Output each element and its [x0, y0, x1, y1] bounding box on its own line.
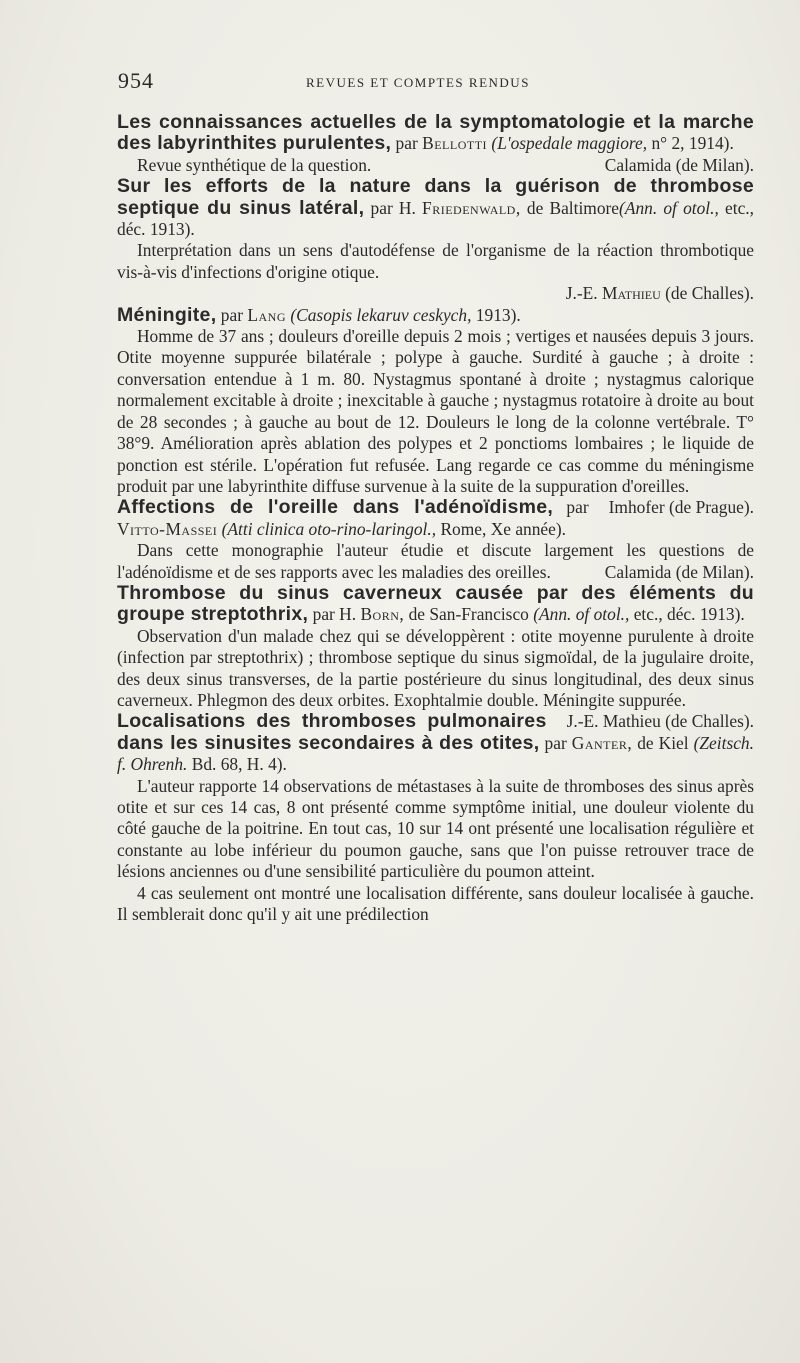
article-citation: Bd. 68, H. 4). [191, 754, 287, 775]
article-title: Affections de l'oreille dans l'adénoïdisme, [117, 496, 554, 519]
article-author: Bellotti [422, 133, 488, 154]
article-body [117, 112, 754, 925]
article-by: par [544, 732, 567, 753]
paragraph-text: Revue synthétique de la question. [137, 154, 372, 175]
article-by: par H. [312, 604, 357, 625]
article-citation: etc., déc. 1913). [117, 197, 754, 240]
article-citation-pre: de Kiel [637, 732, 689, 753]
signature-place: (de Milan). [675, 561, 754, 582]
article-citation: etc., déc. 1913). [633, 604, 745, 625]
article-by: par [220, 304, 243, 325]
paragraph-text: Dans cette monographie l'auteur étudie et discute largement les questions de l'adénoïdisme et de ses rapports avec les maladies des oreilles. [117, 540, 754, 582]
article-entry [117, 305, 754, 326]
article-signature [547, 711, 754, 732]
article-citation-pre: de Baltimore [526, 197, 620, 218]
signature-place: (de Milan). [675, 154, 754, 175]
signature-name: Imhofer [608, 497, 665, 518]
page-number: 954 [118, 68, 154, 93]
article-title: Les connaissances actuelles de la symptomatologie et la marche des labyrinthites purulentes, [117, 111, 754, 155]
article-journal: (Ann. of otol., [533, 604, 630, 625]
article-author: Born, [360, 604, 405, 625]
page-header [118, 68, 753, 98]
article-entry [117, 112, 754, 155]
article-by: par [395, 133, 418, 154]
article-journal: (Atti clinica oto-rino-laringol., [221, 518, 437, 539]
article-paragraph: Interprétation dans un sens d'autodéfense de l'organisme de la réaction thrombotique vis-à-vis d'infections d'origine otique. [117, 240, 754, 282]
article-author: Lang [247, 304, 286, 325]
article-journal: (Ann. of otol., [619, 197, 719, 218]
article-journal: (Casopis lekaruv ceskych, [290, 304, 472, 325]
article-citation: 1913). [475, 304, 521, 325]
article-journal: (L'ospedale maggiore, [491, 133, 648, 154]
article-paragraph: 4 cas seulement ont montré une localisation différente, sans douleur localisée à gauche. Il semblerait donc qu'il y ait une prédilection [117, 882, 754, 925]
signature-name: Calamida [604, 561, 672, 582]
article-paragraph: L'auteur rapporte 14 observations de métastases à la suite de thromboses des sinus après otite et sur ces 14 cas, 8 ont présenté comme symptôme initial, une douleur violente du côté gauche de la poitrine. En tout cas, 10 sur 14 ont présenté une localisation régulière et constante au lobe inférieur du poumon gauche, sans que l'on puisse retrouver trace de lésions anciennes ou d'une sensibilité particulière du poumon atteint. [117, 775, 754, 882]
article-title: Thrombose du sinus caverneux causée par des éléments du groupe streptothrix, [117, 581, 754, 626]
article-by: par [566, 497, 589, 518]
article-entry [117, 583, 754, 626]
article-citation: Rome, Xe année). [440, 518, 567, 539]
article-author: Vitto-Massei [117, 518, 218, 539]
article-citation: n° 2, 1914). [651, 133, 734, 154]
article-author: Friedenwald, [422, 197, 521, 218]
article-author: Ganter, [571, 732, 633, 753]
article-title: Localisations des thromboses pulmonaires dans les sinusites secondaires à des otites, [117, 710, 547, 754]
signature-name: Calamida [604, 154, 672, 175]
article-signature [585, 562, 754, 583]
article-paragraph [117, 540, 754, 583]
article-title: Sur les efforts de la nature dans la guérison de thrombose septique du sinus latéral, [117, 175, 754, 219]
article-signature [589, 497, 754, 518]
article-journal: (Zeitsch. f. Ohrenh. [117, 732, 754, 775]
article-entry [117, 176, 754, 240]
signature-place: (de Challes). [665, 283, 754, 304]
article-signature [117, 283, 754, 304]
article-paragraph [117, 155, 754, 176]
article-signature [585, 155, 754, 176]
signature-name: J.-E. Mathieu [565, 283, 661, 304]
article-citation-pre: de San-Francisco [408, 604, 529, 625]
paragraph-text: Observation d'un malade chez qui se développèrent : otite moyenne purulente à droite (infection par streptothrix) ; thrombose septique du sinus sigmoïdal, de la jugulaire droite, des deux sinus transverses, de la partie postérieure du sinus longitudinal, des deux sinus caverneux. Phlegmon des deux orbites. Exophtalmie double. Méningite suppurée. [117, 625, 754, 710]
paragraph-text: Homme de 37 ans ; douleurs d'oreille depuis 2 mois ; vertiges et nausées depuis 3 jours. Otite moyenne suppurée bilatérale ; polype à gauche. Surdité à gauche ; à droite : conversation entendue à 1 m. 80. Nystagmus spontané à droite ; nystagmus calorique normalement excitable à droite ; inexcitable à gauche ; nystagmus rotatoire à droite au bout de 28 secondes ; à gauche au bout de 12. Douleurs le long de la colonne vertébrale. T° 38°9. Amélioration après ablation des polypes et 2 ponctioms lombaires ; le liquide de ponction est stérile. L'opération fut refusée. Lang regarde ce cas comme du méningisme produit par une labyrinthite diffuse survenue à la suite de la suppuration d'oreilles. [117, 326, 754, 496]
signature-place: (de Challes). [665, 711, 754, 732]
article-title: Méningite, [117, 303, 217, 326]
signature-name: J.-E. Mathieu [566, 711, 661, 732]
signature-place: (de Prague). [669, 497, 754, 518]
article-by: par H. [370, 197, 416, 218]
running-title: REVUES ET COMPTES RENDUS [306, 75, 530, 90]
